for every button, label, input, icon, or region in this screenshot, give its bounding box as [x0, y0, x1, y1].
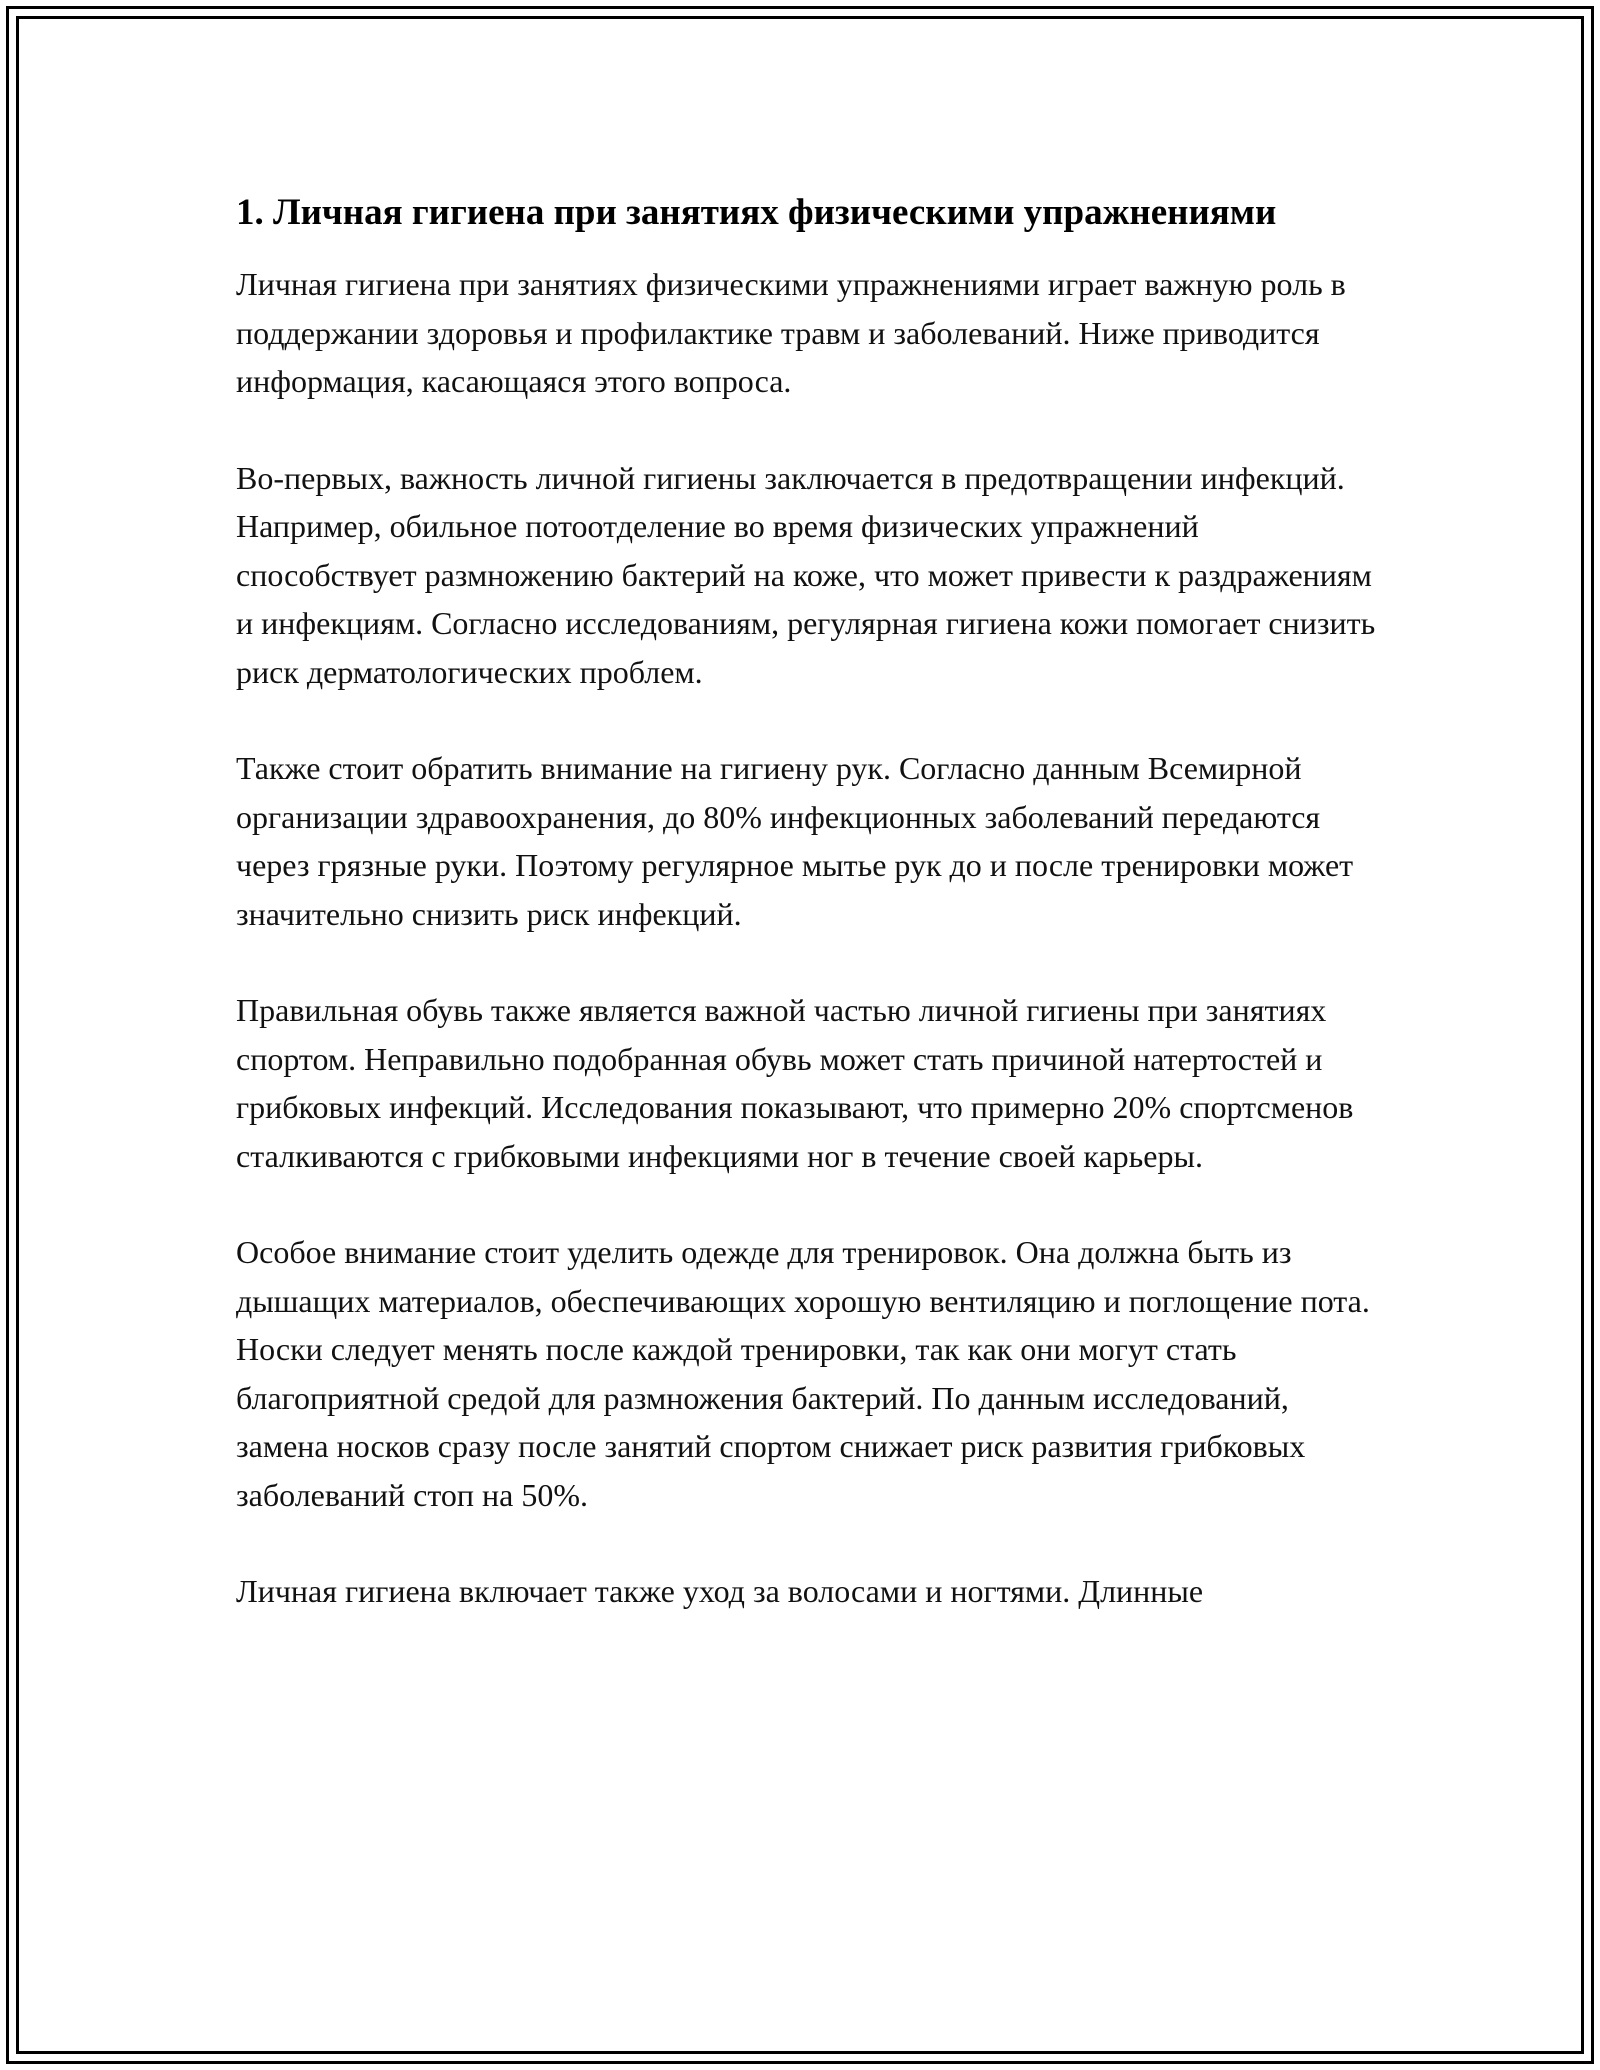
section-heading: 1. Личная гигиена при занятиях физическими упражнениями — [236, 192, 1277, 233]
paragraph-skin-hygiene: Во-первых, важность личной гигиены заключается в предотвращении инфекций. Например, обильное потоотделение во время физических упражнений способствует размножению бактерий на коже, что может привести к раздражениям и инфекциям. Согласно исследованиям, регулярная гигиена кожи помогает снизить риск дерматологических проблем. — [236, 459, 1376, 690]
paragraph-intro: Личная гигиена при занятиях физическими упражнениями играет важную роль в поддержании здоровья и профилактике травм и заболеваний. Ниже приводится информация, касающаяся этого вопроса. — [236, 266, 1346, 399]
paragraph-hand-hygiene: Также стоит обратить внимание на гигиену рук. Согласно данным Всемирной организации здравоохранения, до 80% инфекционных заболеваний передаются через грязные руки. Поэтому регулярное мытье рук до и после тренировки может значительно снизить риск инфекций. — [236, 750, 1354, 932]
document-page — [236, 185, 1376, 1664]
paragraph-footwear: Правильная обувь также является важной частью личной гигиены при занятиях спортом. Неправильно подобранная обувь может стать причиной натертостей и грибковых инфекций. Исследования показывают, что примерно 20% спортсменов сталкиваются с грибковыми инфекциями ног в течение своей карьеры. — [236, 992, 1354, 1174]
paragraph-clothing: Особое внимание стоит уделить одежде для тренировок. Она должна быть из дышащих материалов, обеспечивающих хорошую вентиляцию и поглощение пота. Носки следует менять после каждой тренировки, так как они могут стать благоприятной средой для размножения бактерий. По данным исследований, замена носков сразу после занятий спортом снижает риск развития грибковых заболеваний стоп на 50%. — [236, 1234, 1370, 1513]
paragraph-hair-nails: Личная гигиена включает также уход за волосами и ногтями. Длинные — [236, 1573, 1204, 1609]
